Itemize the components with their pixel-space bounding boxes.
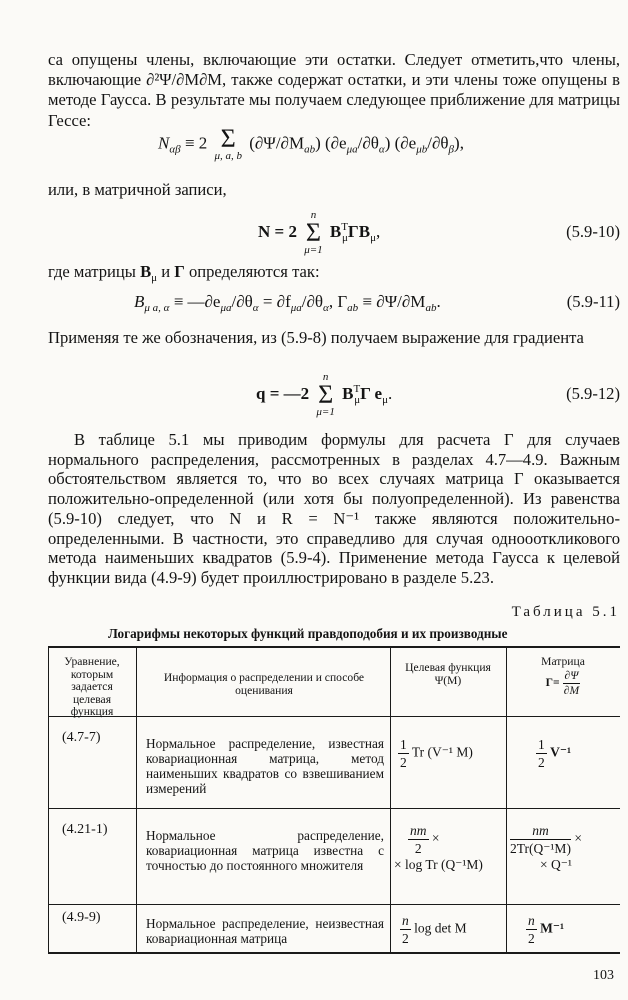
table-row-rule (48, 808, 620, 809)
header-equation: Уравнение, которым задается целевая функция (64, 655, 120, 718)
paragraph-2: Применяя те же обозначения, из (5.9-8) получаем выражение для градиента (48, 328, 584, 347)
table-header-rule (48, 716, 620, 717)
table-row-1-matrix: $\frac{1}{2}$ V⁻¹ (538, 737, 572, 770)
table-row-3-info: Нормальное распределение, неизвестная ковариационная матрица (146, 916, 384, 946)
table-top-rule (48, 646, 620, 648)
table-row-rule (48, 904, 620, 905)
table-row-3-equation: (4.9-9) (62, 910, 101, 925)
table-title: Логарифмы некоторых функций правдоподобия и их производные (108, 626, 508, 641)
paragraph-3: В таблице 5.1 мы приводим формулы для расчета Г для случаев нормального распределения, рассмотренных в разделах 4.7—4.9. Важным обстоятельством является то, что во всех случаях матрица Г оказывается положительно-определенной (или хотя бы полуопределенной). Из равенства (5.9-10) следует, что N и R = N⁻¹ также являются положительно-определенными. В частности, это справедливо для случая одноооткликового метода наименьших квадратов (5.9-4). Применение метода Гаусса к целевой функции вида (4.9-9) будет проиллюстрировано в разделе 5.23. (48, 430, 620, 587)
table-caption: Таблица 5.1 (511, 604, 620, 620)
equation-number-5-9-10: (5.9-10) (566, 222, 620, 241)
page-number: 103 (593, 968, 614, 983)
table-row-1-equation: (4.7-7) (62, 730, 101, 745)
table-row-1-objective: $\frac{1}{2}$ Tr (V⁻¹ M) (400, 737, 473, 770)
equation-number-5-9-11: (5.9-11) (566, 292, 620, 311)
table-col-rule (506, 646, 507, 954)
table-row-1-info: Нормальное распределение, известная ковариационная матрица, метод наименьших квадратов со взвешиванием измерений (146, 736, 384, 796)
equation-5-9-10: N = 2 n Σ μ=1 $B^T_\mu\Gamma B_\mu$, (258, 209, 381, 256)
table-col-rule (48, 646, 49, 954)
table-5-1 (48, 646, 620, 954)
table-row-2-equation: (4.21-1) (62, 822, 108, 837)
equation-5-9-12: q = —2 n Σ μ=1 $B^T_\mu\Gamma$ $e_\mu$. (256, 371, 393, 418)
header-objective-function: Целевая функция Ψ(M) (405, 661, 491, 687)
table-row-2-matrix: $\frac{nm}{\text{2Tr(Q⁻¹M)}}$ × × Q⁻¹ (510, 823, 582, 872)
table-row-2-objective: $\frac{nm}{2}$ × × log Tr (Q⁻¹M) (394, 823, 483, 872)
table-row-3-matrix: $\frac{n}{2}$ M⁻¹ (528, 913, 565, 946)
table-row-2-info: Нормальное распределение, ковариационная матрица известна с точностью до постоянного множителя (146, 828, 384, 873)
header-distribution-info: Информация о распределении и способе оценивания (163, 671, 365, 697)
paragraph-1: са опущены члены, включающие эти остатки. Следует отметить,что члены, включающие ∂²Ψ/∂M∂M, также содержат остатки, и эти члены тоже опущены в методе Гаусса. В результате мы получаем следующее приближение для матрицы Гессе: (48, 50, 620, 130)
table-col-rule (390, 646, 391, 954)
table-bottom-rule (48, 952, 620, 954)
table-row-3-objective: $\frac{n}{2}$ log det M (402, 913, 467, 946)
table-col-rule (136, 646, 137, 954)
text-matrix-form: или, в матричной записи, (48, 180, 227, 199)
equation-number-5-9-12: (5.9-12) (566, 384, 620, 403)
text-matrices-defined: где матрицы $B_\mu$ и Г определяются так: (48, 262, 320, 284)
equation-hesse: $N_{\alpha\beta} \equiv 2$ Σ μ, a, b $(\partial\Psi/\partial M_{ab})$ $(\partial e_{\mu a}/\partial\theta_\alpha)$ $(\partial e_{\mu b}/\partial\theta_\beta)$, (158, 124, 464, 162)
header-matrix: Матрица Г= $\frac{\partial\Psi}{\partial M}$ (541, 655, 585, 697)
equation-5-9-11: $B_{\mu a, \alpha}$ ≡ $—\partial e_{\mu a}/\partial\theta_\alpha = \partial f_{\mu a}/\partial\theta_\alpha$, $\Gamma_{ab} \equiv \partial\Psi/\partial M_{ab}$. (134, 292, 441, 314)
